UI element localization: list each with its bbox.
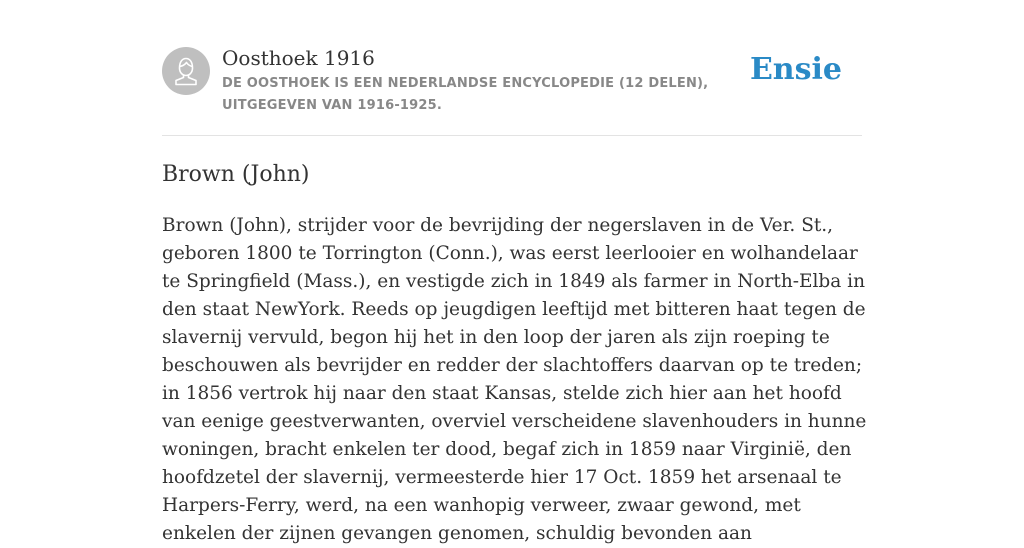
divider [162,135,862,136]
source-title[interactable]: Oosthoek 1916 [222,46,375,70]
user-icon [162,47,210,95]
entry-title: Brown (John) [162,162,310,187]
source-avatar[interactable] [162,47,210,95]
source-header [162,46,862,136]
entry-body: Brown (John), strijder voor de bevrijding der negerslaven in de Ver. St., geboren 1800 te Torrington (Conn.), was eerst leerlooier en wolhandelaar te Springfield (Mass.), en vestigde zich in 1849 als farmer in North-Elba in den staat NewYork. Reeds op jeugdigen leeftijd met bitteren haat tegen de slavernij vervuld, begon hij het in den loop der jaren als zijn roeping te beschouwen als bevrijder en redder der slachtoffers daarvan op te treden; in 1856 vertrok hij naar den staat Kansas, stelde zich hier aan het hoofd van eenige geestverwanten, overviel verscheidene slavenhouders in hunne woningen, bracht enkelen ter dood, begaf zich in 1859 naar Virginië, den hoofdzetel der slavernij, vermeesterde hier 17 Oct. 1859 het arsenaal te Harpers-Ferry, werd, na een wanhopig verweer, zwaar gewond, met enkelen der zijnen gevangen genomen, schuldig bevonden aan [162,215,867,544]
ensie-logo[interactable]: Ensie [749,52,842,87]
source-description: DE OOSTHOEK IS EEN NEDERLANDSE ENCYCLOPEDIE (12 DELEN), UITGEGEVEN VAN 1916-1925. [222,76,709,113]
